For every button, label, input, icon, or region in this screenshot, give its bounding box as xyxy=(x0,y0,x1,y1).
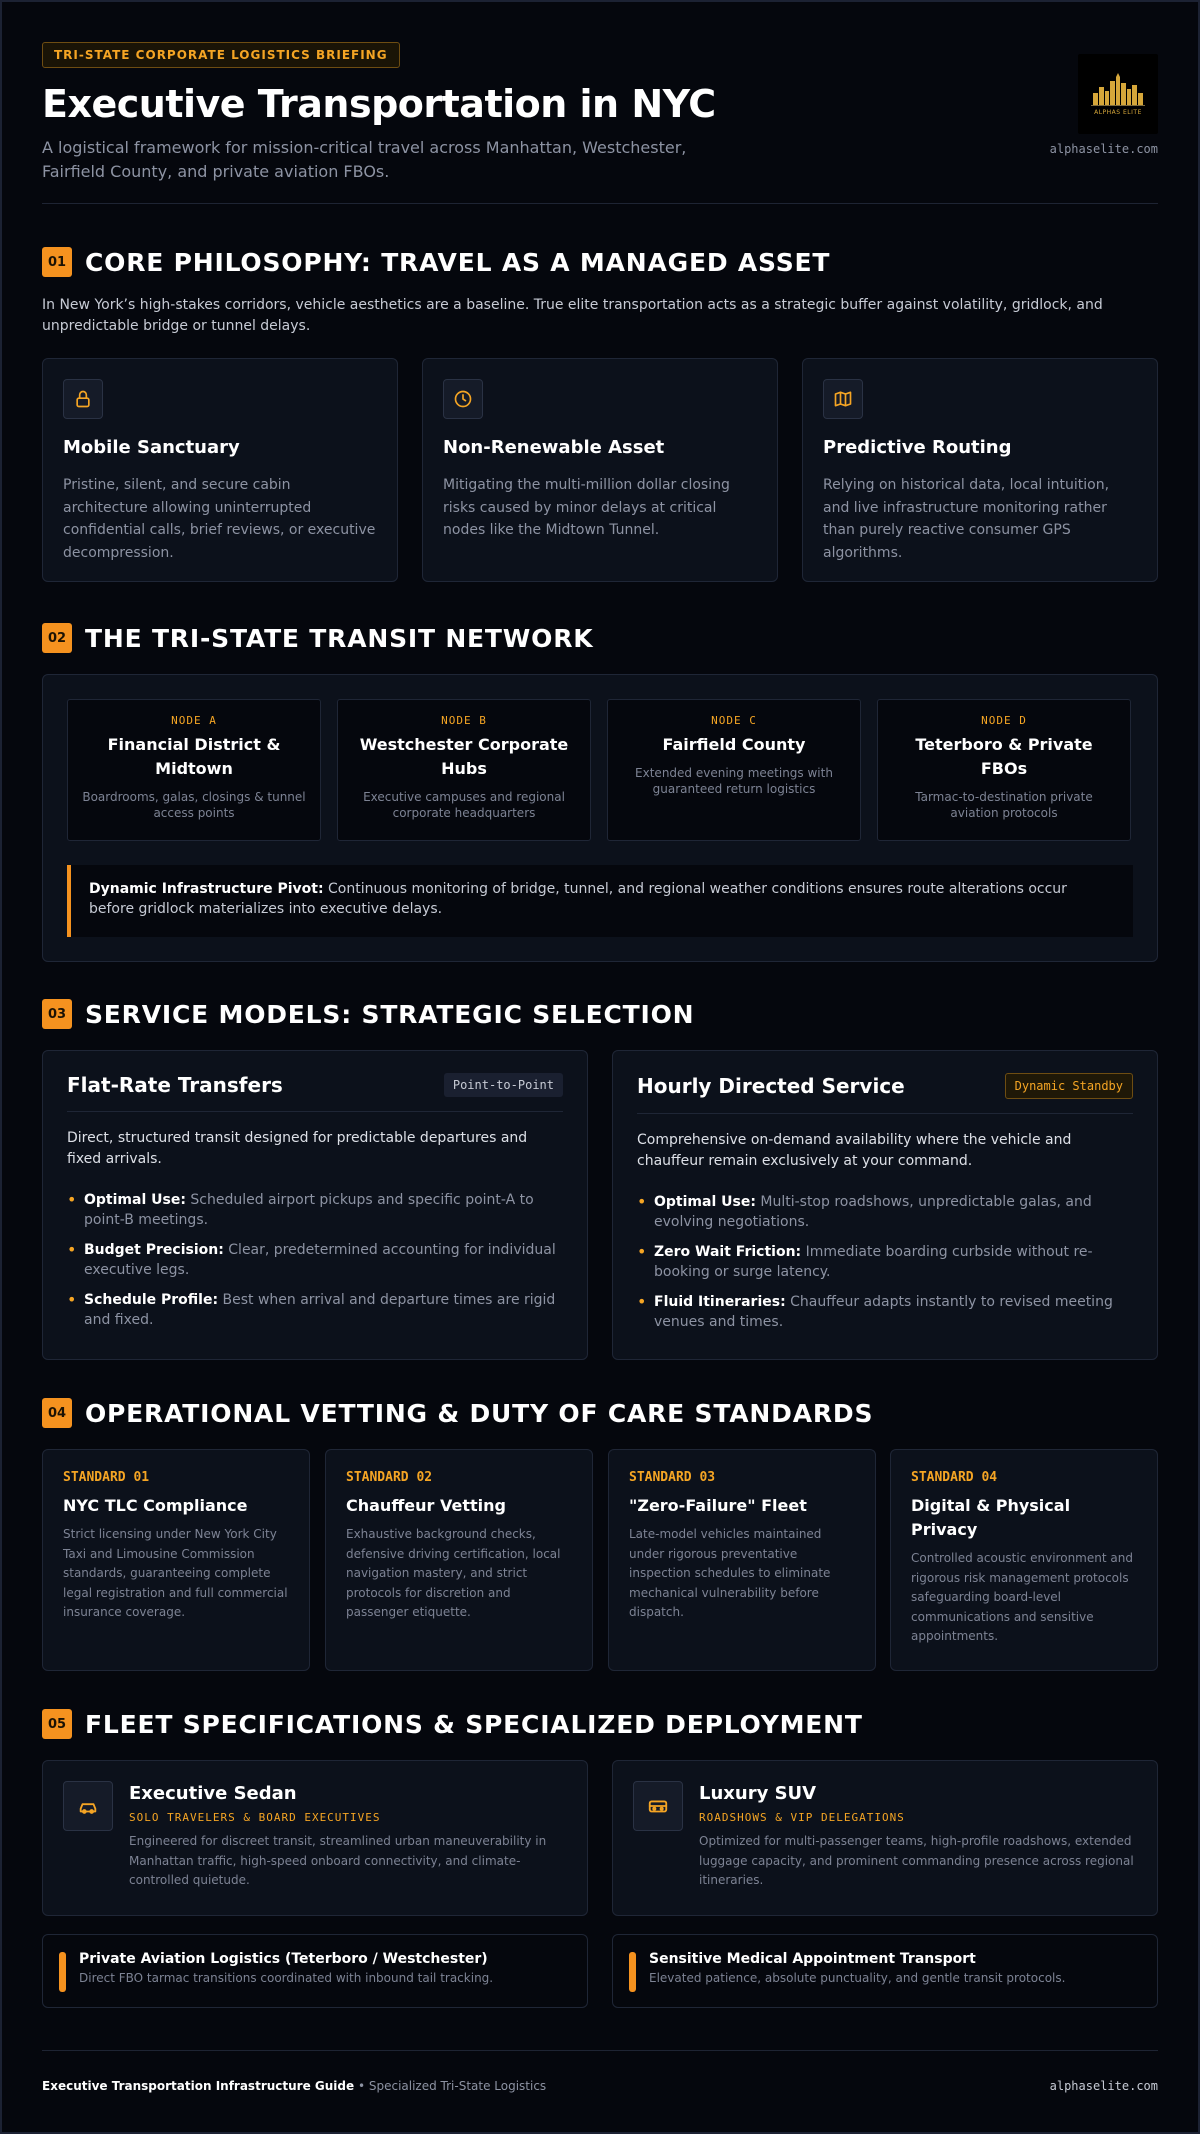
standard-card xyxy=(890,1449,1158,1671)
section-fleet xyxy=(42,1708,1158,1985)
special-deployment-aviation xyxy=(42,1934,588,2008)
page-subtitle: A logistical framework for mission-critical travel across Manhattan, Westchester, Fairfield County, and private aviation FBOs. xyxy=(42,138,687,181)
standard-title: Chauffeur Vetting xyxy=(346,1496,506,1515)
section-service-models xyxy=(42,998,1158,1330)
service-badge: Point-to-Point xyxy=(444,1073,563,1097)
vehicle-text xyxy=(699,1781,1137,1895)
philosophy-cards xyxy=(42,358,1158,582)
node-tag: NODE C xyxy=(711,714,757,727)
vehicle-title: Luxury SUV xyxy=(699,1783,817,1804)
node-description: Boardrooms, galas, closings & tunnel access points xyxy=(82,790,306,820)
node-card xyxy=(337,699,591,841)
standard-body: Controlled acoustic environment and rigorous risk management protocols safeguarding board-level communications and sensitive appointments. xyxy=(911,1551,1133,1643)
skyline-icon xyxy=(1089,73,1147,107)
standard-card xyxy=(42,1449,310,1671)
section-number: 02 xyxy=(42,623,72,653)
node-title: Fairfield County xyxy=(662,735,806,754)
network-panel xyxy=(42,674,1158,962)
section-number: 03 xyxy=(42,999,72,1029)
pivot-text: Continuous monitoring of bridge, tunnel, and regional weather conditions ensures route alterations occur before gridlock materializes into executive delays. xyxy=(89,881,1067,917)
section-number: 04 xyxy=(42,1398,72,1428)
section-number: 05 xyxy=(42,1709,72,1739)
header-domain[interactable]: alphaselite.com xyxy=(1049,142,1158,156)
section-title: CORE PHILOSOPHY: TRAVEL AS A MANAGED ASSET xyxy=(85,247,831,277)
footer-guide-title: Executive Transportation Infrastructure Guide xyxy=(42,2079,355,2093)
special-title: Private Aviation Logistics (Teterboro / Westchester) xyxy=(79,1951,488,1967)
standard-title: "Zero-Failure" Fleet xyxy=(629,1496,807,1515)
section-heading xyxy=(42,622,1158,654)
card-body: Pristine, silent, and secure cabin architecture allowing uninterrupted confidential calls, brief reviews, or executive decompression. xyxy=(63,477,376,561)
service-title: Flat-Rate Transfers xyxy=(67,1073,283,1097)
standard-card xyxy=(608,1449,876,1671)
node-card xyxy=(877,699,1131,841)
standard-body: Late-model vehicles maintained under rigorous preventative inspection schedules to eliminate mechanical vulnerability before dispatch. xyxy=(629,1527,831,1619)
list-item: • Fluid Itineraries: Chauffeur adapts instantly to revised meeting venues and times. xyxy=(637,1292,1133,1332)
standard-title: Digital & Physical Privacy xyxy=(911,1496,1071,1539)
card-title: Mobile Sanctuary xyxy=(63,437,240,458)
node-title: Westchester Corporate Hubs xyxy=(359,735,569,778)
section-heading xyxy=(42,1397,1158,1429)
standard-body: Exhaustive background checks, defensive driving certification, local navigation mastery, and strict protocols for discretion and passenger etiquette. xyxy=(346,1527,561,1619)
infrastructure-pivot-callout xyxy=(67,865,1133,937)
vehicle-card-sedan xyxy=(42,1760,588,1916)
service-card-header xyxy=(637,1073,1133,1114)
section-transit-network xyxy=(42,622,1158,917)
vehicle-tag: SOLO TRAVELERS & BOARD EXECUTIVES xyxy=(129,1811,381,1824)
special-description: Direct FBO tarmac transitions coordinated with inbound tail tracking. xyxy=(79,1971,494,1985)
list-item: • Optimal Use: Multi-stop roadshows, unpredictable galas, and evolving negotiations. xyxy=(637,1192,1133,1232)
list-item: • Budget Precision: Clear, predetermined accounting for individual executive legs. xyxy=(67,1240,563,1280)
standard-tag: STANDARD 02 xyxy=(346,1470,433,1485)
standard-body: Strict licensing under New York City Taxi and Limousine Commission standards, guaranteeing complete legal registration and full commercial insurance coverage. xyxy=(63,1527,288,1619)
standard-tag: STANDARD 01 xyxy=(63,1470,150,1485)
node-card xyxy=(607,699,861,841)
list-item: • Zero Wait Friction: Immediate boarding curbside without re-booking or surge latency. xyxy=(637,1242,1133,1282)
node-tag: NODE A xyxy=(171,714,217,727)
logo-wordmark: ALPHAS ELITE xyxy=(1094,108,1142,116)
vehicle-card-suv xyxy=(612,1760,1158,1916)
car-icon xyxy=(63,1781,113,1831)
service-title: Hourly Directed Service xyxy=(637,1074,905,1098)
section-heading xyxy=(42,246,1158,278)
section-title: OPERATIONAL VETTING & DUTY OF CARE STANDARDS xyxy=(85,1398,874,1428)
philosophy-card-asset xyxy=(422,358,778,582)
node-description: Extended evening meetings with guaranteed return logistics xyxy=(635,766,833,796)
node-tag: NODE D xyxy=(981,714,1027,727)
pivot-label: Dynamic Infrastructure Pivot: xyxy=(89,881,324,897)
section-number: 01 xyxy=(42,247,72,277)
node-title: Financial District & Midtown xyxy=(107,735,281,778)
section-core-philosophy xyxy=(42,246,1158,561)
footer-subtitle: • Specialized Tri-State Logistics xyxy=(354,2079,547,2093)
card-title: Predictive Routing xyxy=(823,437,1012,458)
standard-tag: STANDARD 04 xyxy=(911,1470,998,1485)
briefing-kicker: TRI-STATE CORPORATE LOGISTICS BRIEFING xyxy=(42,42,400,68)
brand-logo[interactable] xyxy=(1078,54,1158,134)
special-description: Elevated patience, absolute punctuality, and gentle transit protocols. xyxy=(649,1971,1066,1985)
standard-card xyxy=(325,1449,593,1671)
suv-icon xyxy=(633,1781,683,1831)
special-deployment-medical xyxy=(612,1934,1158,2008)
vehicle-text xyxy=(129,1781,567,1895)
philosophy-card-sanctuary xyxy=(42,358,398,582)
vehicle-body: Engineered for discreet transit, streamlined urban maneuverability in Manhattan traffic, high-speed onboard connectivity, and climate-controlled quietude. xyxy=(129,1834,547,1887)
standard-tag: STANDARD 03 xyxy=(629,1470,716,1485)
card-title: Non-Renewable Asset xyxy=(443,437,665,458)
service-intro: Direct, structured transit designed for predictable departures and fixed arrivals. xyxy=(67,1130,528,1167)
node-card xyxy=(67,699,321,841)
page-header xyxy=(42,42,1158,204)
service-card-flat-rate xyxy=(42,1050,588,1360)
section-heading xyxy=(42,1708,1158,1740)
clock-icon xyxy=(443,379,483,419)
footer-domain[interactable]: alphaselite.com xyxy=(1049,2079,1158,2093)
list-item: • Optimal Use: Scheduled airport pickups and specific point-A to point-B meetings. xyxy=(67,1190,563,1230)
map-icon xyxy=(823,379,863,419)
list-item: • Schedule Profile: Best when arrival and departure times are rigid and fixed. xyxy=(67,1290,563,1330)
card-body: Relying on historical data, local intuition, and live infrastructure monitoring rather than purely reactive consumer GPS algorithms. xyxy=(823,477,1110,561)
philosophy-card-routing xyxy=(802,358,1158,582)
accent-bar xyxy=(629,1952,636,1992)
service-feature-list xyxy=(637,1192,1133,1332)
service-badge: Dynamic Standby xyxy=(1005,1073,1133,1099)
section-vetting-standards xyxy=(42,1397,1158,1643)
service-intro: Comprehensive on-demand availability where the vehicle and chauffeur remain exclusively at your command. xyxy=(637,1132,1072,1169)
section-title: SERVICE MODELS: STRATEGIC SELECTION xyxy=(85,999,695,1029)
section-intro: In New York’s high-stakes corridors, vehicle aesthetics are a baseline. True elite transportation acts as a strategic buffer against volatility, gridlock, and unpredictable bridge or tunnel delays. xyxy=(42,297,1103,334)
service-card-hourly xyxy=(612,1050,1158,1360)
special-title: Sensitive Medical Appointment Transport xyxy=(649,1951,976,1967)
accent-bar xyxy=(59,1952,66,1992)
vehicle-tag: ROADSHOWS & VIP DELEGATIONS xyxy=(699,1811,905,1824)
section-heading xyxy=(42,998,1158,1030)
briefing-page xyxy=(42,42,1158,2093)
page-footer xyxy=(42,2050,1158,2110)
footer-caption xyxy=(42,2079,546,2093)
node-title: Teterboro & Private FBOs xyxy=(915,735,1093,778)
page-title: Executive Transportation in NYC xyxy=(42,82,716,126)
section-title: FLEET SPECIFICATIONS & SPECIALIZED DEPLOYMENT xyxy=(85,1709,863,1739)
node-description: Executive campuses and regional corporate headquarters xyxy=(363,790,565,820)
service-card-header xyxy=(67,1073,563,1112)
service-feature-list xyxy=(67,1190,563,1330)
section-title: THE TRI-STATE TRANSIT NETWORK xyxy=(85,623,594,653)
node-tag: NODE B xyxy=(441,714,487,727)
vehicle-title: Executive Sedan xyxy=(129,1783,297,1804)
card-body: Mitigating the multi-million dollar closing risks caused by minor delays at critical nodes like the Midtown Tunnel. xyxy=(443,477,730,538)
vehicle-body: Optimized for multi-passenger teams, high-profile roadshows, extended luggage capacity, and prominent commanding presence across regional itineraries. xyxy=(699,1834,1134,1887)
node-description: Tarmac-to-destination private aviation protocols xyxy=(915,790,1093,820)
standard-title: NYC TLC Compliance xyxy=(63,1496,248,1515)
lock-icon xyxy=(63,379,103,419)
